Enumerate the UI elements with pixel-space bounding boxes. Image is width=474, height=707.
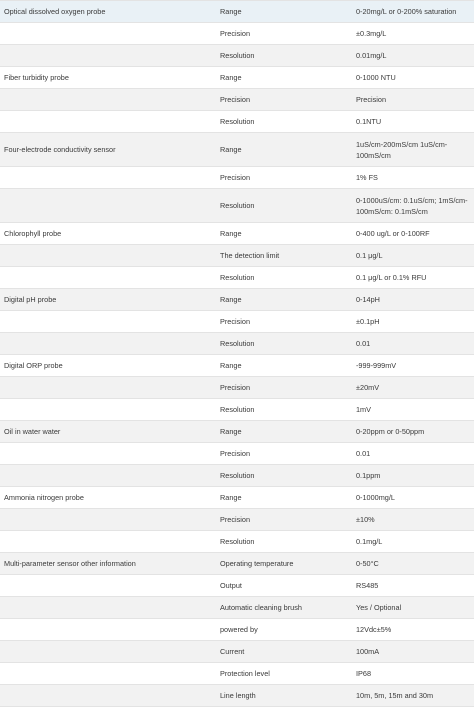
table-row [0, 267, 474, 289]
value-cell: 0-1000 NTU [352, 67, 474, 89]
probe-name-cell: Oil in water water [0, 421, 216, 443]
probe-name-cell: Ammonia nitrogen probe [0, 487, 216, 509]
parameter-cell: Output [216, 575, 352, 597]
value-cell: -999-999mV [352, 355, 474, 377]
probe-name-cell: Fiber turbidity probe [0, 67, 216, 89]
table-row [0, 377, 474, 399]
probe-name-cell [0, 267, 216, 289]
probe-name-cell [0, 509, 216, 531]
value-cell: ±20mV [352, 377, 474, 399]
parameter-cell: Range [216, 133, 352, 167]
probe-name-cell [0, 189, 216, 223]
table-row [0, 443, 474, 465]
value-cell: 0.1mg/L [352, 531, 474, 553]
parameter-cell: Precision [216, 443, 352, 465]
table-row [0, 133, 474, 167]
value-cell: RS485 [352, 575, 474, 597]
value-cell: 0-20mg/L or 0-200% saturation [352, 1, 474, 23]
probe-name-cell [0, 167, 216, 189]
table-row [0, 575, 474, 597]
table-row [0, 421, 474, 443]
probe-name-cell: Multi-parameter sensor other information [0, 553, 216, 575]
value-cell: 1% FS [352, 167, 474, 189]
value-cell: ±0.1pH [352, 311, 474, 333]
parameter-cell: Resolution [216, 111, 352, 133]
parameter-cell: Line length [216, 685, 352, 707]
parameter-cell: Resolution [216, 465, 352, 487]
probe-name-cell: Digital ORP probe [0, 355, 216, 377]
table-row [0, 111, 474, 133]
parameter-cell: Range [216, 223, 352, 245]
value-cell: IP68 [352, 663, 474, 685]
value-cell: ±0.3mg/L [352, 23, 474, 45]
value-cell: 0-50°C [352, 553, 474, 575]
table-row [0, 509, 474, 531]
table-row [0, 619, 474, 641]
parameter-cell: The detection limit [216, 245, 352, 267]
table-row [0, 487, 474, 509]
table-row [0, 531, 474, 553]
parameter-cell: Precision [216, 167, 352, 189]
value-cell: 1mV [352, 399, 474, 421]
value-cell: 0.01mg/L [352, 45, 474, 67]
parameter-cell: Protection level [216, 663, 352, 685]
parameter-cell: Range [216, 355, 352, 377]
table-row [0, 663, 474, 685]
probe-name-cell [0, 45, 216, 67]
value-cell: 0.1NTU [352, 111, 474, 133]
parameter-cell: Resolution [216, 531, 352, 553]
table-row [0, 355, 474, 377]
table-row [0, 597, 474, 619]
parameter-cell: Range [216, 67, 352, 89]
parameter-cell: powered by [216, 619, 352, 641]
spec-table-body [0, 1, 474, 707]
table-row [0, 167, 474, 189]
table-row [0, 23, 474, 45]
value-cell: 0.1ppm [352, 465, 474, 487]
probe-name-cell [0, 531, 216, 553]
value-cell: 100mA [352, 641, 474, 663]
table-row [0, 1, 474, 23]
table-row [0, 189, 474, 223]
probe-name-cell [0, 311, 216, 333]
parameter-cell: Resolution [216, 189, 352, 223]
probe-name-cell [0, 641, 216, 663]
probe-name-cell: Chlorophyll probe [0, 223, 216, 245]
table-row [0, 553, 474, 575]
parameter-cell: Automatic cleaning brush [216, 597, 352, 619]
value-cell: 0.01 [352, 333, 474, 355]
parameter-cell: Resolution [216, 267, 352, 289]
probe-name-cell [0, 23, 216, 45]
value-cell: 1uS/cm-200mS/cm 1uS/cm-100mS/cm [352, 133, 474, 167]
value-cell: 0.1 μg/L or 0.1% RFU [352, 267, 474, 289]
probe-name-cell [0, 663, 216, 685]
value-cell: 0-14pH [352, 289, 474, 311]
table-row [0, 223, 474, 245]
parameter-cell: Precision [216, 377, 352, 399]
table-row [0, 465, 474, 487]
probe-name-cell [0, 685, 216, 707]
table-row [0, 289, 474, 311]
value-cell: 0.01 [352, 443, 474, 465]
table-row [0, 89, 474, 111]
table-row [0, 399, 474, 421]
probe-name-cell [0, 443, 216, 465]
probe-name-cell [0, 377, 216, 399]
probe-name-cell [0, 111, 216, 133]
probe-name-cell: Four-electrode conductivity sensor [0, 133, 216, 167]
probe-name-cell [0, 333, 216, 355]
table-row [0, 641, 474, 663]
probe-name-cell [0, 597, 216, 619]
value-cell: ±10% [352, 509, 474, 531]
value-cell: Yes / Optional [352, 597, 474, 619]
parameter-cell: Precision [216, 509, 352, 531]
value-cell: 0-400 ug/L or 0-100RF [352, 223, 474, 245]
probe-name-cell [0, 575, 216, 597]
parameter-cell: Resolution [216, 399, 352, 421]
parameter-cell: Range [216, 487, 352, 509]
value-cell: Precision [352, 89, 474, 111]
table-row [0, 45, 474, 67]
table-row [0, 311, 474, 333]
parameter-cell: Current [216, 641, 352, 663]
value-cell: 0-20ppm or 0-50ppm [352, 421, 474, 443]
probe-name-cell [0, 245, 216, 267]
table-row [0, 245, 474, 267]
probe-name-cell: Digital pH probe [0, 289, 216, 311]
value-cell: 12Vdc±5% [352, 619, 474, 641]
parameter-cell: Resolution [216, 45, 352, 67]
parameter-cell: Range [216, 1, 352, 23]
parameter-cell: Range [216, 421, 352, 443]
probe-name-cell [0, 399, 216, 421]
probe-name-cell [0, 89, 216, 111]
table-row [0, 685, 474, 707]
parameter-cell: Precision [216, 311, 352, 333]
value-cell: 0-1000mg/L [352, 487, 474, 509]
table-row [0, 333, 474, 355]
value-cell: 10m, 5m, 15m and 30m [352, 685, 474, 707]
parameter-cell: Operating temperature [216, 553, 352, 575]
probe-name-cell [0, 465, 216, 487]
parameter-cell: Precision [216, 23, 352, 45]
value-cell: 0-1000uS/cm: 0.1uS/cm; 1mS/cm-100mS/cm: 0.1mS/cm [352, 189, 474, 223]
parameter-cell: Resolution [216, 333, 352, 355]
value-cell: 0.1 μg/L [352, 245, 474, 267]
probe-name-cell: Optical dissolved oxygen probe [0, 1, 216, 23]
table-row [0, 67, 474, 89]
probe-name-cell [0, 619, 216, 641]
parameter-cell: Range [216, 289, 352, 311]
parameter-cell: Precision [216, 89, 352, 111]
